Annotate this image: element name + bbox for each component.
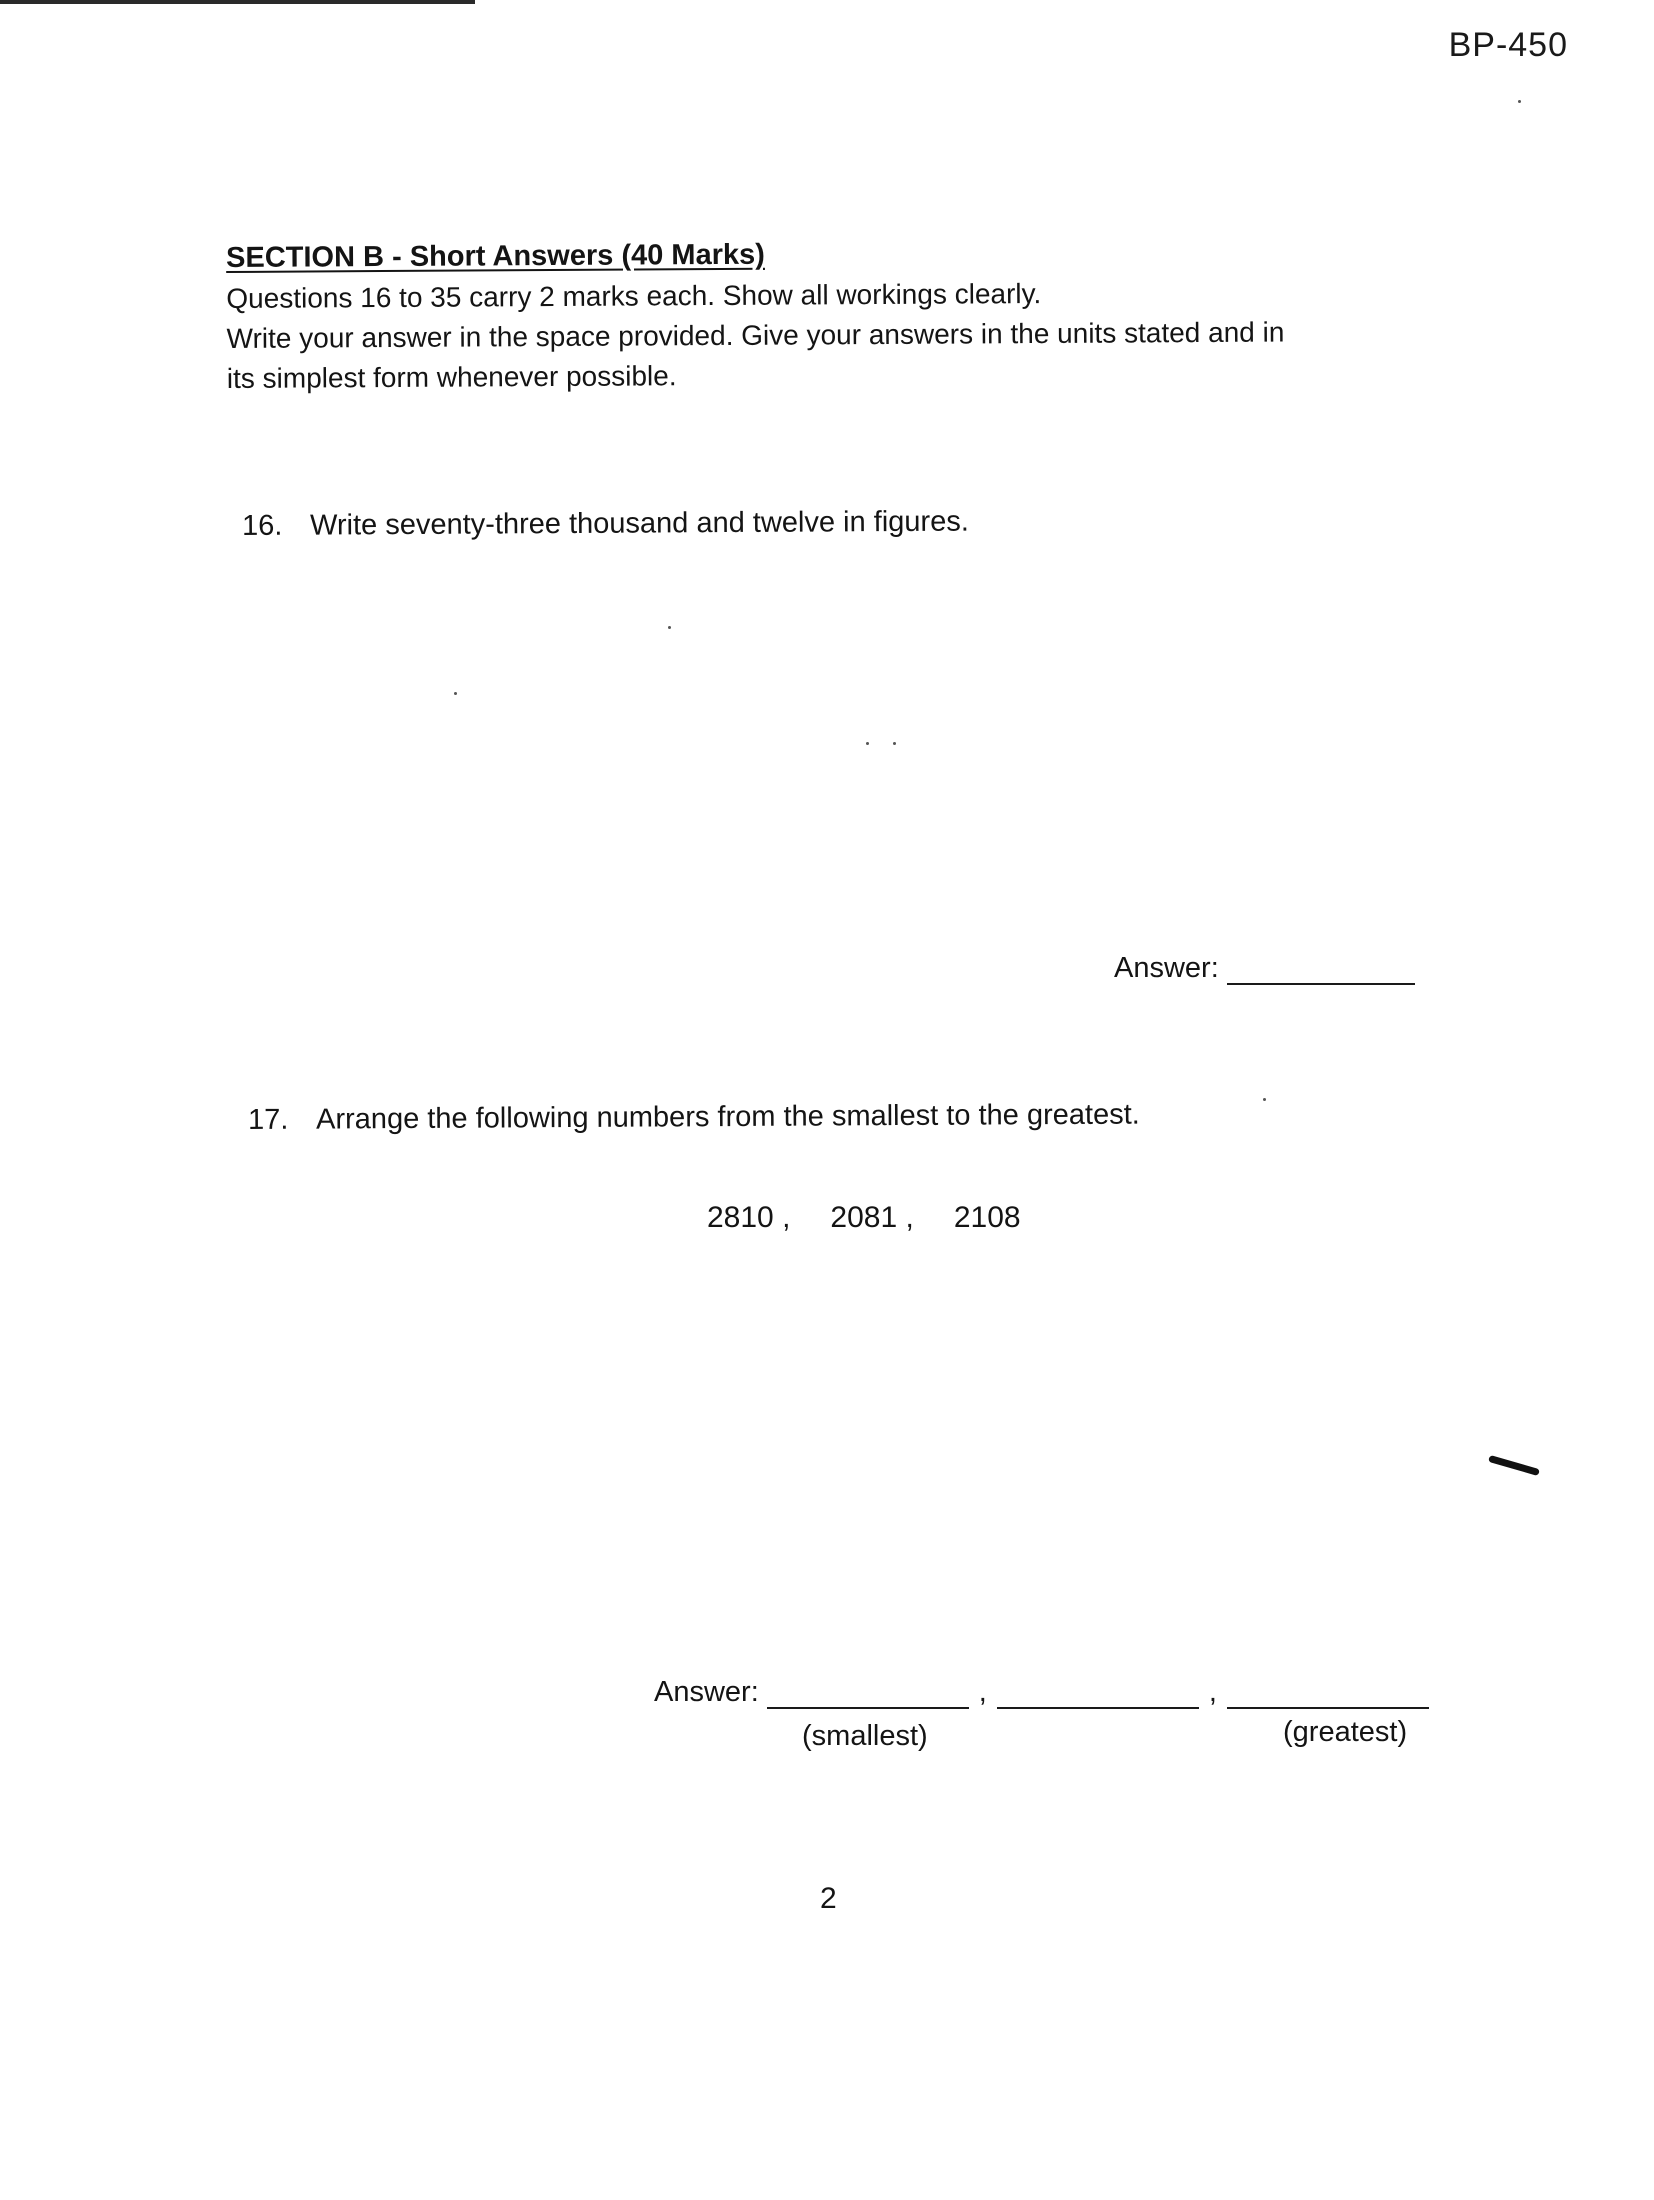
number-item: 2081 , bbox=[830, 1201, 914, 1234]
scan-speck bbox=[866, 742, 869, 745]
document-code: BP-450 bbox=[1448, 26, 1568, 64]
answer-16-blank[interactable] bbox=[1227, 953, 1415, 985]
section-b bbox=[226, 235, 1427, 399]
page-number: 2 bbox=[820, 1882, 837, 1915]
separator: , bbox=[1208, 1676, 1217, 1708]
scan-speck bbox=[454, 692, 457, 695]
separator: , bbox=[978, 1676, 987, 1708]
scan-edge-mark bbox=[0, 0, 475, 4]
instruction-line: Questions 16 to 35 carry 2 marks each. Show all workings clearly. bbox=[226, 278, 1042, 314]
question-number: 17. bbox=[248, 1103, 289, 1136]
question-16 bbox=[242, 506, 969, 543]
question-17 bbox=[248, 1099, 1140, 1137]
number-item: 2108 bbox=[953, 1201, 1021, 1234]
pen-mark bbox=[1488, 1455, 1540, 1476]
scan-speck bbox=[893, 742, 896, 745]
section-instructions bbox=[226, 272, 1427, 399]
greatest-label: (greatest) bbox=[1283, 1716, 1408, 1748]
answer-label: Answer: bbox=[654, 1676, 759, 1708]
question-number: 16. bbox=[242, 509, 283, 542]
answer-17-blank-greatest[interactable] bbox=[1227, 1677, 1429, 1709]
answer-17-blank-middle[interactable] bbox=[997, 1677, 1199, 1709]
scan-speck bbox=[668, 626, 671, 629]
scan-speck bbox=[1263, 1098, 1266, 1101]
answer-17-blank-smallest[interactable] bbox=[767, 1677, 969, 1709]
instruction-line: Write your answer in the space provided. Give your answers in the units stated and in bbox=[226, 316, 1285, 354]
numbers-to-order bbox=[707, 1201, 1021, 1235]
instruction-line: its simplest form whenever possible. bbox=[226, 360, 677, 394]
question-text: Write seventy-three thousand and twelve in figures. bbox=[309, 505, 969, 542]
answer-17-row bbox=[654, 1676, 1429, 1709]
smallest-label: (smallest) bbox=[802, 1720, 928, 1752]
number-item: 2810 , bbox=[707, 1201, 791, 1234]
scan-speck bbox=[1518, 100, 1521, 103]
answer-label: Answer: bbox=[1114, 952, 1219, 984]
section-heading: SECTION B - Short Answers (40 Marks) bbox=[226, 238, 765, 274]
question-text: Arrange the following numbers from the smallest to the greatest. bbox=[315, 1098, 1140, 1136]
answer-16-row bbox=[1114, 952, 1415, 985]
